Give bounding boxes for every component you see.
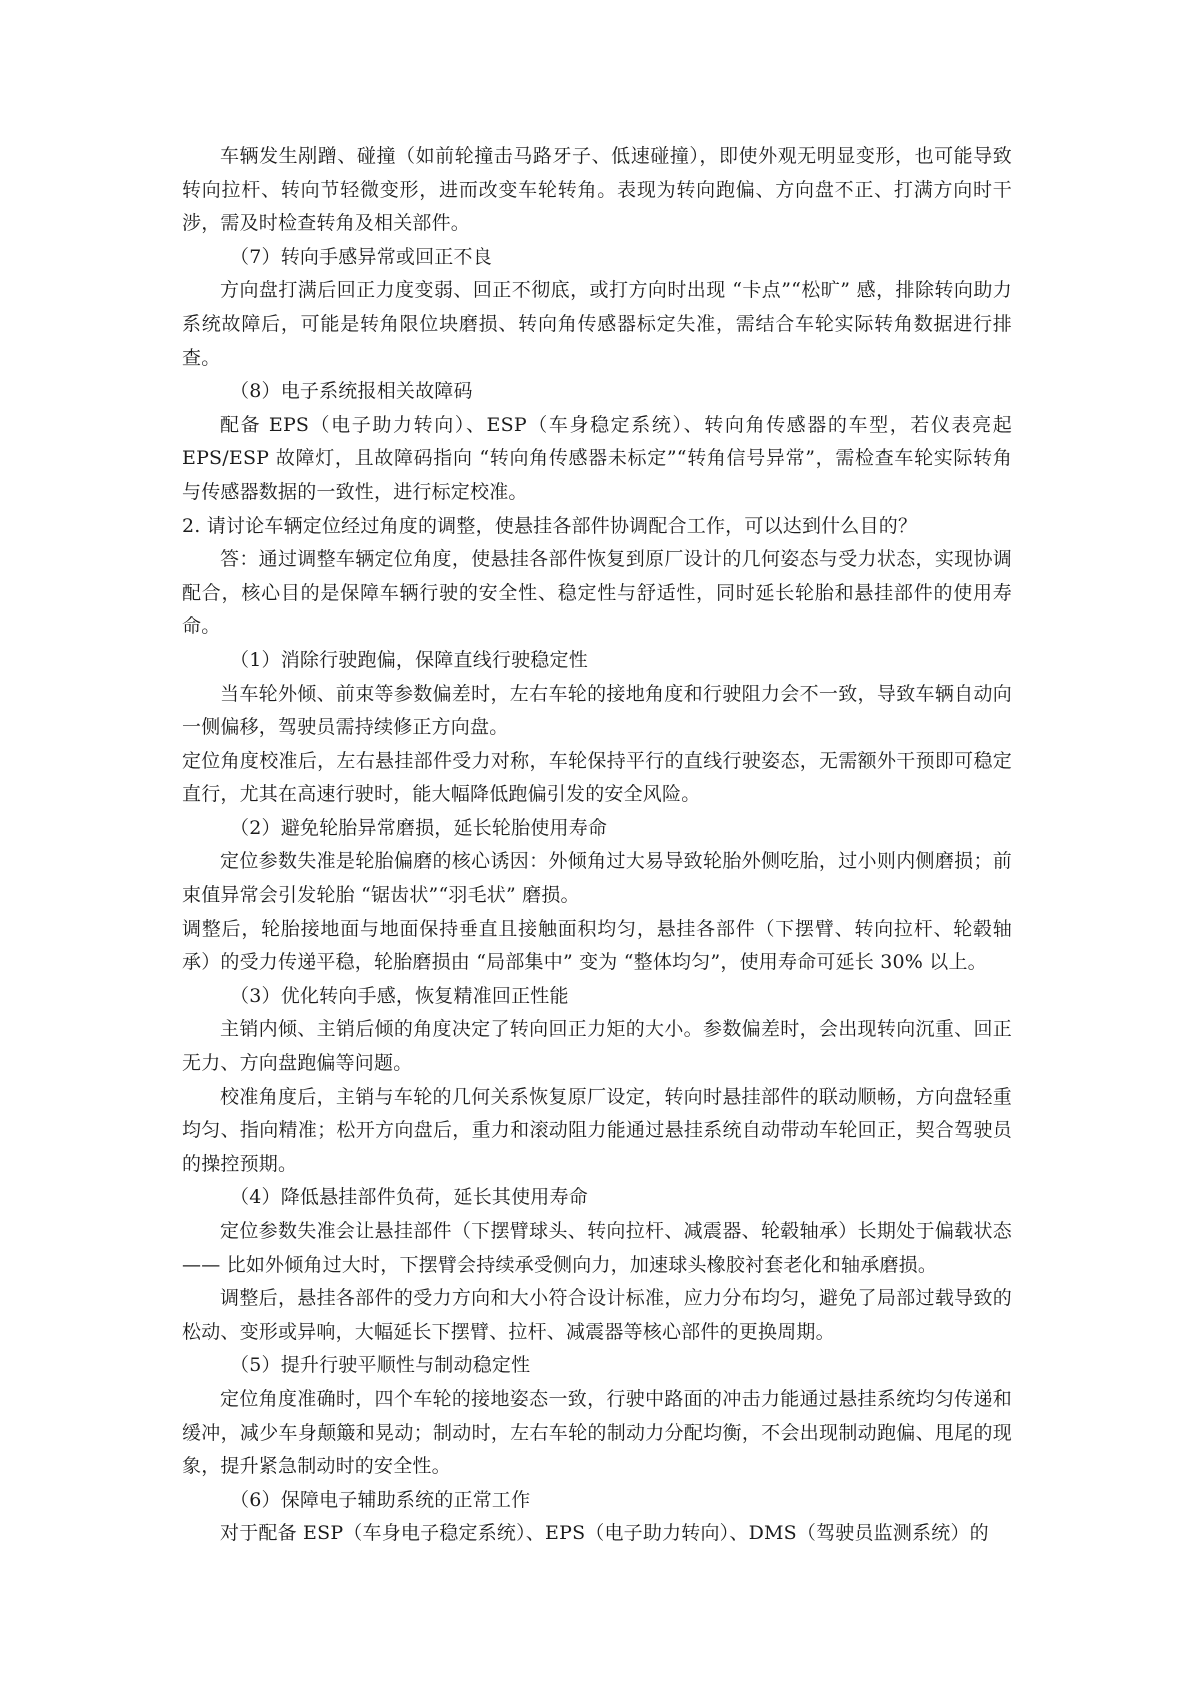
body-paragraph: 校准角度后，主销与车轮的几何关系恢复原厂设定，转向时悬挂部件的联动顺畅，方向盘轻重均匀、指向精准；松开方向盘后，重力和滚动阻力能通过悬挂系统自动带动车轮回正，契合驾驶员的操控预期。: [182, 1085, 1012, 1175]
body-paragraph: 当车轮外倾、前束等参数偏差时，左右车轮的接地角度和行驶阻力会不一致，导致车辆自动向一侧偏移，驾驶员需持续修正方向盘。: [182, 682, 1012, 739]
section-heading: （3）优化转向手感，恢复精准回正性能: [230, 984, 569, 1007]
body-paragraph: 调整后，轮胎接地面与地面保持垂直且接触面积均匀，悬挂各部件（下摆臂、转向拉杆、轮毂轴承）的受力传递平稳，轮胎磨损由 “局部集中” 变为 “整体均匀”，使用寿命可延长 30% 以上。: [182, 917, 1012, 974]
section-heading: （1）消除行驶跑偏，保障直线行驶稳定性: [230, 648, 588, 671]
question-heading: 2. 请讨论车辆定位经过角度的调整，使悬挂各部件协调配合工作，可以达到什么目的？: [182, 514, 918, 537]
answer-paragraph: 答：通过调整车辆定位角度，使悬挂各部件恢复到原厂设计的几何姿态与受力状态，实现协调配合，核心目的是保障车辆行驶的安全性、稳定性与舒适性，同时延长轮胎和悬挂部件的使用寿命。: [182, 548, 1012, 638]
body-paragraph: 定位参数失准是轮胎偏磨的核心诱因：外倾角过大易导致轮胎外侧吃胎，过小则内侧磨损；前束值异常会引发轮胎 “锯齿状”“羽毛状” 磨损。: [182, 850, 1012, 907]
document-body: [182, 140, 1012, 1551]
body-paragraph: 配备 EPS（电子助力转向）、ESP（车身稳定系统）、转向角传感器的车型，若仪表亮起 EPS/ESP 故障灯，且故障码指向 “转向角传感器未标定”“转角信号异常”，需检查车轮实际转角与传感器数据的一致性，进行标定校准。: [182, 413, 1012, 503]
body-paragraph: 主销内倾、主销后倾的角度决定了转向回正力矩的大小。参数偏差时，会出现转向沉重、回正无力、方向盘跑偏等问题。: [182, 1018, 1012, 1075]
body-paragraph: 定位角度准确时，四个车轮的接地姿态一致，行驶中路面的冲击力能通过悬挂系统均匀传递和缓冲，减少车身颠簸和晃动；制动时，左右车轮的制动力分配均衡，不会出现制动跑偏、甩尾的现象，提升紧急制动时的安全性。: [182, 1387, 1012, 1478]
section-heading: （4）降低悬挂部件负荷，延长其使用寿命: [230, 1186, 588, 1209]
section-heading: （6）保障电子辅助系统的正常工作: [230, 1488, 531, 1511]
body-paragraph: 对于配备 ESP（车身电子稳定系统）、EPS（电子助力转向）、DMS（驾驶员监测系统）的: [220, 1522, 989, 1545]
section-heading: （2）避免轮胎异常磨损，延长轮胎使用寿命: [230, 816, 608, 839]
section-heading: （8）电子系统报相关故障码: [230, 380, 473, 403]
body-paragraph: 定位参数失准会让悬挂部件（下摆臂球头、转向拉杆、减震器、轮毂轴承）长期处于偏载状态—— 比如外倾角过大时，下摆臂会持续承受侧向力，加速球头橡胶衬套老化和轴承磨损。: [182, 1220, 1012, 1276]
body-paragraph: 车辆发生剐蹭、碰撞（如前轮撞击马路牙子、低速碰撞），即使外观无明显变形，也可能导致转向拉杆、转向节轻微变形，进而改变车轮转角。表现为转向跑偏、方向盘不正、打满方向时干涉，需及时检查转角及相关部件。: [182, 145, 1012, 235]
body-paragraph: 定位角度校准后，左右悬挂部件受力对称，车轮保持平行的直线行驶姿态，无需额外干预即可稳定直行，尤其在高速行驶时，能大幅降低跑偏引发的安全风险。: [182, 749, 1012, 806]
body-paragraph: 方向盘打满后回正力度变弱、回正不彻底，或打方向时出现 “卡点”“松旷” 感，排除转向助力系统故障后，可能是转角限位块磨损、转向角传感器标定失准，需结合车轮实际转角数据进行排查。: [182, 279, 1012, 369]
body-paragraph: 调整后，悬挂各部件的受力方向和大小符合设计标准，应力分布均匀，避免了局部过载导致的松动、变形或异响，大幅延长下摆臂、拉杆、减震器等核心部件的更换周期。: [182, 1287, 1012, 1343]
section-heading: （5）提升行驶平顺性与制动稳定性: [230, 1354, 531, 1377]
section-heading: （7）转向手感异常或回正不良: [230, 245, 492, 268]
